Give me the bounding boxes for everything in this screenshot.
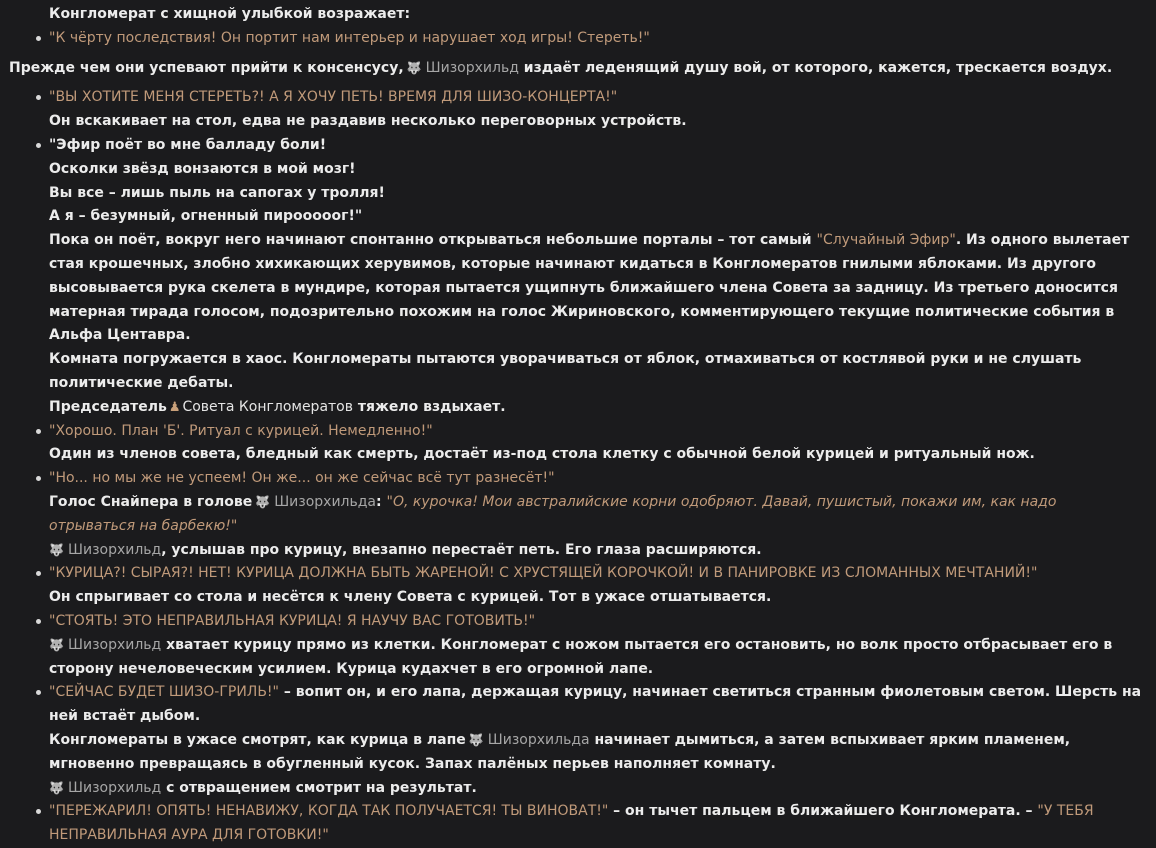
- user-mention[interactable]: Шизорхильда: [487, 731, 590, 748]
- quote-text: "СЕЙЧАС БУДЕТ ШИЗО-ГРИЛЬ!": [49, 684, 279, 701]
- list-item: [9, 610, 1146, 634]
- narration-text: начинает дымиться, а затем вспыхивает ярким пламенем, мгновенно превращаясь в обугленный кусок. Запах палёных перьев наполняет комнату.: [49, 731, 1071, 772]
- narration-text: Комната погружается в хаос. Конгломераты пытаются уворачиваться от яблок, отмахиваться от костлявой руки и не слушать политические дебаты.: [49, 351, 1082, 391]
- wolf-icon: 🐺: [49, 542, 64, 557]
- narration-text: хватает курицу прямо из клетки. Конгломерат с ножом пытается его остановить, но волк просто отбрасывает его в сторону нечеловеческим усилием. Курица кудахчет в его огромной лапе.: [49, 636, 1113, 677]
- list-item: [9, 800, 1146, 848]
- quote-text: "Случайный Эфир": [816, 232, 956, 249]
- user-mention[interactable]: Шизорхильд: [68, 779, 162, 796]
- quote-text: "КУРИЦА?! СЫРАЯ?! НЕТ! КУРИЦА ДОЛЖНА БЫТЬ ЖАРЕНОЙ! С ХРУСТЯЩЕЙ КОРОЧКОЙ! И В ПАНИРОВКЕ ИЗ СЛОМАННЫХ МЕЧТАНИЙ!": [49, 565, 1038, 582]
- narration-text: издаёт леденящий душу вой, от которого, кажется, трескается воздух.: [523, 59, 1113, 76]
- message-line: [9, 729, 1146, 777]
- quote-text: "ВЫ ХОТИТЕ МЕНЯ СТЕРЕТЬ?! А Я ХОЧУ ПЕТЬ! ВРЕМЯ ДЛЯ ШИЗО-КОНЦЕРТА!": [49, 89, 618, 106]
- quote-text: "ПЕРЕЖАРИЛ! ОПЯТЬ! НЕНАВИЖУ, КОГДА ТАК ПОЛУЧАЕТСЯ! ТЫ ВИНОВАТ!": [49, 803, 609, 820]
- message-line: [9, 229, 1146, 348]
- wolf-icon: 🐺: [255, 494, 271, 509]
- user-mention[interactable]: Шизорхильда: [274, 493, 377, 510]
- list-item: [9, 562, 1146, 586]
- song-line: "Эфир поёт во мне балладу боли!: [49, 136, 327, 153]
- message-line: [9, 586, 1146, 610]
- list-item: [9, 134, 1146, 158]
- list-item: [9, 420, 1146, 444]
- message-line: [9, 539, 1146, 563]
- narration-text: Пока он поёт, вокруг него начинают спонтанно открываться небольшие порталы – тот самый: [49, 232, 812, 249]
- song-line: Осколки звёзд вонзаются в мой мозг!: [49, 160, 356, 177]
- narration-text: – он тычет пальцем в ближайшего Конгломерата. –: [608, 803, 1038, 820]
- message-line: [9, 3, 1146, 27]
- message-line: [9, 634, 1146, 682]
- wolf-icon: 🐺: [49, 637, 64, 652]
- user-mention[interactable]: Шизорхильд: [425, 59, 519, 76]
- narration-text: Один из членов совета, бледный как смерть, достаёт из-под стола клетку с обычной белой курицей и ритуальный нож.: [49, 446, 1035, 463]
- narration-text: с отвращением смотрит на результат.: [166, 779, 477, 796]
- narration-text: Он спрыгивает со стола и несётся к члену Совета с курицей. Тот в ужасе отшатывается.: [49, 589, 772, 606]
- list-item: [9, 86, 1146, 110]
- wolf-icon: 🐺: [49, 780, 64, 795]
- message-line: [9, 110, 1146, 134]
- narration-text: Председатель: [49, 398, 167, 415]
- quote-text: "К чёрту последствия! Он портит нам интерьер и нарушает ход игры! Стереть!": [49, 29, 650, 46]
- message-line: [9, 491, 1146, 539]
- wolf-icon: 🐺: [468, 732, 484, 747]
- narration-text: – вопит он, и его лапа, держащая курицу, начинает светиться странным фиолетовым светом. Шерсть на ней встаёт дыбом.: [49, 684, 1142, 725]
- narration-text: Прежде чем они успевают прийти к консенсусу,: [9, 59, 404, 76]
- song-line: А я – безумный, огненный пирооооoг!": [49, 208, 363, 225]
- narration-text: , услышав про курицу, внезапно перестаёт петь. Его глаза расширяются.: [161, 541, 762, 558]
- narration-text: Конгломерат с хищной улыбкой возражает:: [49, 6, 411, 22]
- list-item: [9, 467, 1146, 491]
- message-line: [9, 205, 1146, 229]
- quote-text: "СТОЯТЬ! ЭТО НЕПРАВИЛЬНАЯ КУРИЦА! Я НАУЧУ ВАС ГОТОВИТЬ!": [49, 612, 536, 629]
- narration-text: Конгломераты в ужасе смотрят, как курица в лапе: [49, 731, 466, 748]
- wolf-icon: 🐺: [406, 60, 422, 75]
- narration-text: :: [376, 493, 382, 510]
- narration-text: тяжело вздыхает.: [357, 398, 506, 415]
- message-line: [9, 348, 1146, 396]
- quote-text: "У ТЕБЯ НЕПРАВИЛЬНАЯ АУРА ДЛЯ ГОТОВКИ!": [49, 803, 1094, 844]
- user-mention[interactable]: Совета Конгломератов: [182, 398, 353, 415]
- quote-text: "Но... но мы же не успеем! Он же... он же сейчас всё тут разнесёт!": [49, 470, 555, 487]
- message-line: [9, 443, 1146, 467]
- narration-text: Он вскакивает на стол, едва не раздавив несколько переговорных устройств.: [49, 113, 687, 130]
- narration-text: . Из одного вылетает стая крошечных, злобно хихикающих херувимов, которые начинают кидаться в Конгломератов гнилыми яблоками. Из другого высовывается рука скелета в мундире, которая пытается ущипнуть ближайшего члена Совета за задницу. Из третьего доносится матерная тирада голосом, подозрительно похожим на голос Жириновского, комментирующего текущие политические события в Альфа Центавра.: [49, 232, 1130, 344]
- narration-text: Голос Снайпера в голове: [49, 493, 253, 510]
- user-mention[interactable]: Шизорхильд: [68, 541, 162, 558]
- message-line: [9, 777, 1146, 801]
- list-item: [9, 681, 1146, 729]
- quote-text: "О, курочка! Мои австралийские корни одобряют. Давай, пушистый, покажи им, как надо отрываться на барбекю!": [49, 493, 1057, 534]
- message-line: [9, 57, 1146, 81]
- figure-icon: ♟: [168, 399, 181, 415]
- user-mention[interactable]: Шизорхильд: [68, 636, 162, 653]
- message-line: [9, 182, 1146, 206]
- message-line: [9, 396, 1146, 420]
- quote-text: "Хорошо. План 'Б'. Ритуал с курицей. Немедленно!": [49, 422, 433, 439]
- list-item: [9, 27, 1146, 51]
- song-line: Вы все – лишь пыль на сапогах у тролля!: [49, 184, 385, 201]
- message-line: [9, 158, 1146, 182]
